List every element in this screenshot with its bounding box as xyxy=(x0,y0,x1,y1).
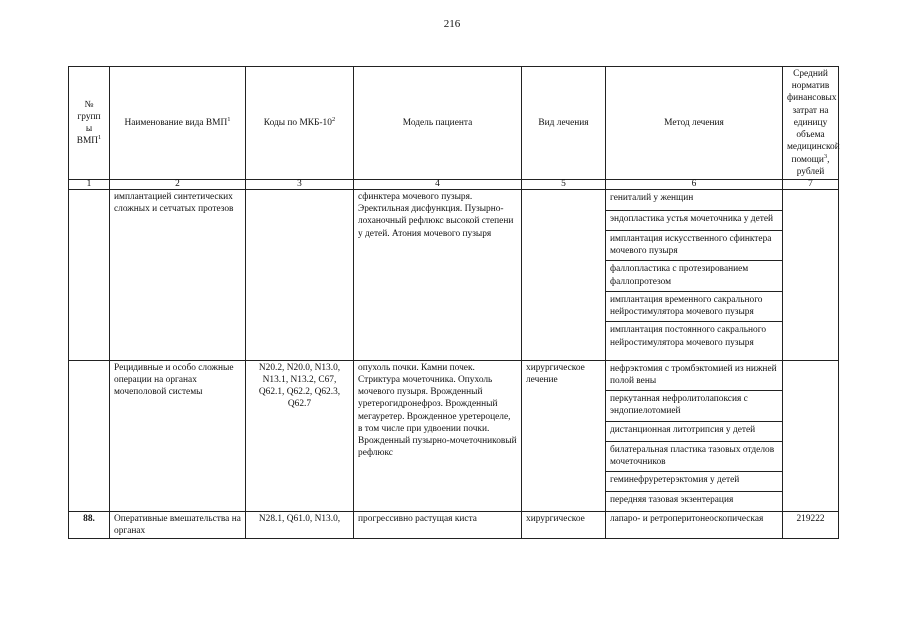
col-num-3: 3 xyxy=(246,179,354,189)
method-item: перкутанная нефролитолапоксия с эндопиелотомией xyxy=(606,390,782,420)
method-item: имплантация искусственного сфинктера мочевого пузыря xyxy=(606,230,782,260)
header-treatment-method: Метод лечения xyxy=(606,67,783,180)
patient-model-cell: опухоль почки. Камни почек. Стриктура мочеточника. Опухоль мочевого пузыря. Врожденный уретерогидронефроз. Врожденный мегауретер. Врожденное уретероцеле, в том числе при удвоении почки. Врожденный пузырно-мочеточниковый рефлюкс xyxy=(354,360,522,511)
treatment-method-cell: лапаро- и ретроперитонеоскопическая xyxy=(606,512,783,539)
method-item: имплантация временного сакрального нейростимулятора мочевого пузыря xyxy=(606,291,782,321)
table-row xyxy=(69,512,839,539)
cost-cell xyxy=(783,189,839,360)
treatment-methods-cell xyxy=(606,360,783,511)
cost-cell: 219222 xyxy=(783,512,839,539)
header-row xyxy=(69,67,839,180)
table-row xyxy=(69,360,839,511)
col-num-1: 1 xyxy=(69,179,110,189)
vmp-table xyxy=(68,66,839,539)
method-item: билатеральная пластика тазовых отделов мочеточников xyxy=(606,441,782,471)
col-num-5: 5 xyxy=(522,179,606,189)
col-num-7: 7 xyxy=(783,179,839,189)
method-item: нефрэктомия с тромбэктомией из нижней полой вены xyxy=(610,363,777,386)
header-patient-model: Модель пациента xyxy=(354,67,522,180)
treatment-type-cell xyxy=(522,189,606,360)
method-item: дистанционная литотрипсия у детей xyxy=(606,421,782,441)
icd-codes-cell: N28.1, Q61.0, N13.0, xyxy=(246,512,354,539)
cost-cell xyxy=(783,360,839,511)
header-treatment-type: Вид лечения xyxy=(522,67,606,180)
col-num-4: 4 xyxy=(354,179,522,189)
method-item: передняя тазовая экзентерация xyxy=(606,491,782,511)
treatment-type-cell: хирургическое xyxy=(522,512,606,539)
method-item: фаллопластика с протезированием фаллопротезом xyxy=(606,260,782,290)
vmp-name-cell: имплантацией синтетических сложных и сетчатых протезов xyxy=(110,189,246,360)
patient-model-cell: прогрессивно растущая киста xyxy=(354,512,522,539)
header-cost: Средний норматив финансовых затрат на единицу объема медицинской помощи$^3$, рублей xyxy=(783,67,839,180)
patient-model-cell: сфинктера мочевого пузыря. Эректильная дисфункция. Пузырно-лоханочный рефлюкс высокой степени у детей. Атония мочевого пузыря xyxy=(354,189,522,360)
vmp-name-cell: Рецидивные и особо сложные операции на органах мочеполовой системы xyxy=(110,360,246,511)
method-item: геминефруретерэктомия у детей xyxy=(606,471,782,491)
treatment-type-cell: хирургическое лечение xyxy=(522,360,606,511)
header-group-number: № групп ы ВМП$^1$ xyxy=(69,67,110,180)
vmp-name-cell: Оперативные вмешательства на органах xyxy=(110,512,246,539)
col-num-2: 2 xyxy=(110,179,246,189)
icd-codes-cell: N20.2, N20.0, N13.0, N13.1, N13.2, C67, Q62.1, Q62.2, Q62.3, Q62.7 xyxy=(246,360,354,511)
method-item: эндопластика устья мочеточника у детей xyxy=(606,210,782,230)
icd-codes-cell xyxy=(246,189,354,360)
col-num-6: 6 xyxy=(606,179,783,189)
group-number-cell: 88. xyxy=(69,512,110,539)
column-number-row xyxy=(69,179,839,189)
page-number: 216 xyxy=(443,18,461,30)
header-vmp-name: Наименование вида ВМП$^1$ xyxy=(110,67,246,180)
group-number-cell xyxy=(69,360,110,511)
header-icd-codes: Коды по МКБ-$10^2$ xyxy=(246,67,354,180)
method-item: имплантация постоянного сакрального нейростимулятора мочевого пузыря xyxy=(606,321,782,351)
group-number-cell xyxy=(69,189,110,360)
treatment-methods-cell xyxy=(606,189,783,360)
method-item: гениталий у женщин xyxy=(610,192,694,203)
table-row xyxy=(69,189,839,360)
